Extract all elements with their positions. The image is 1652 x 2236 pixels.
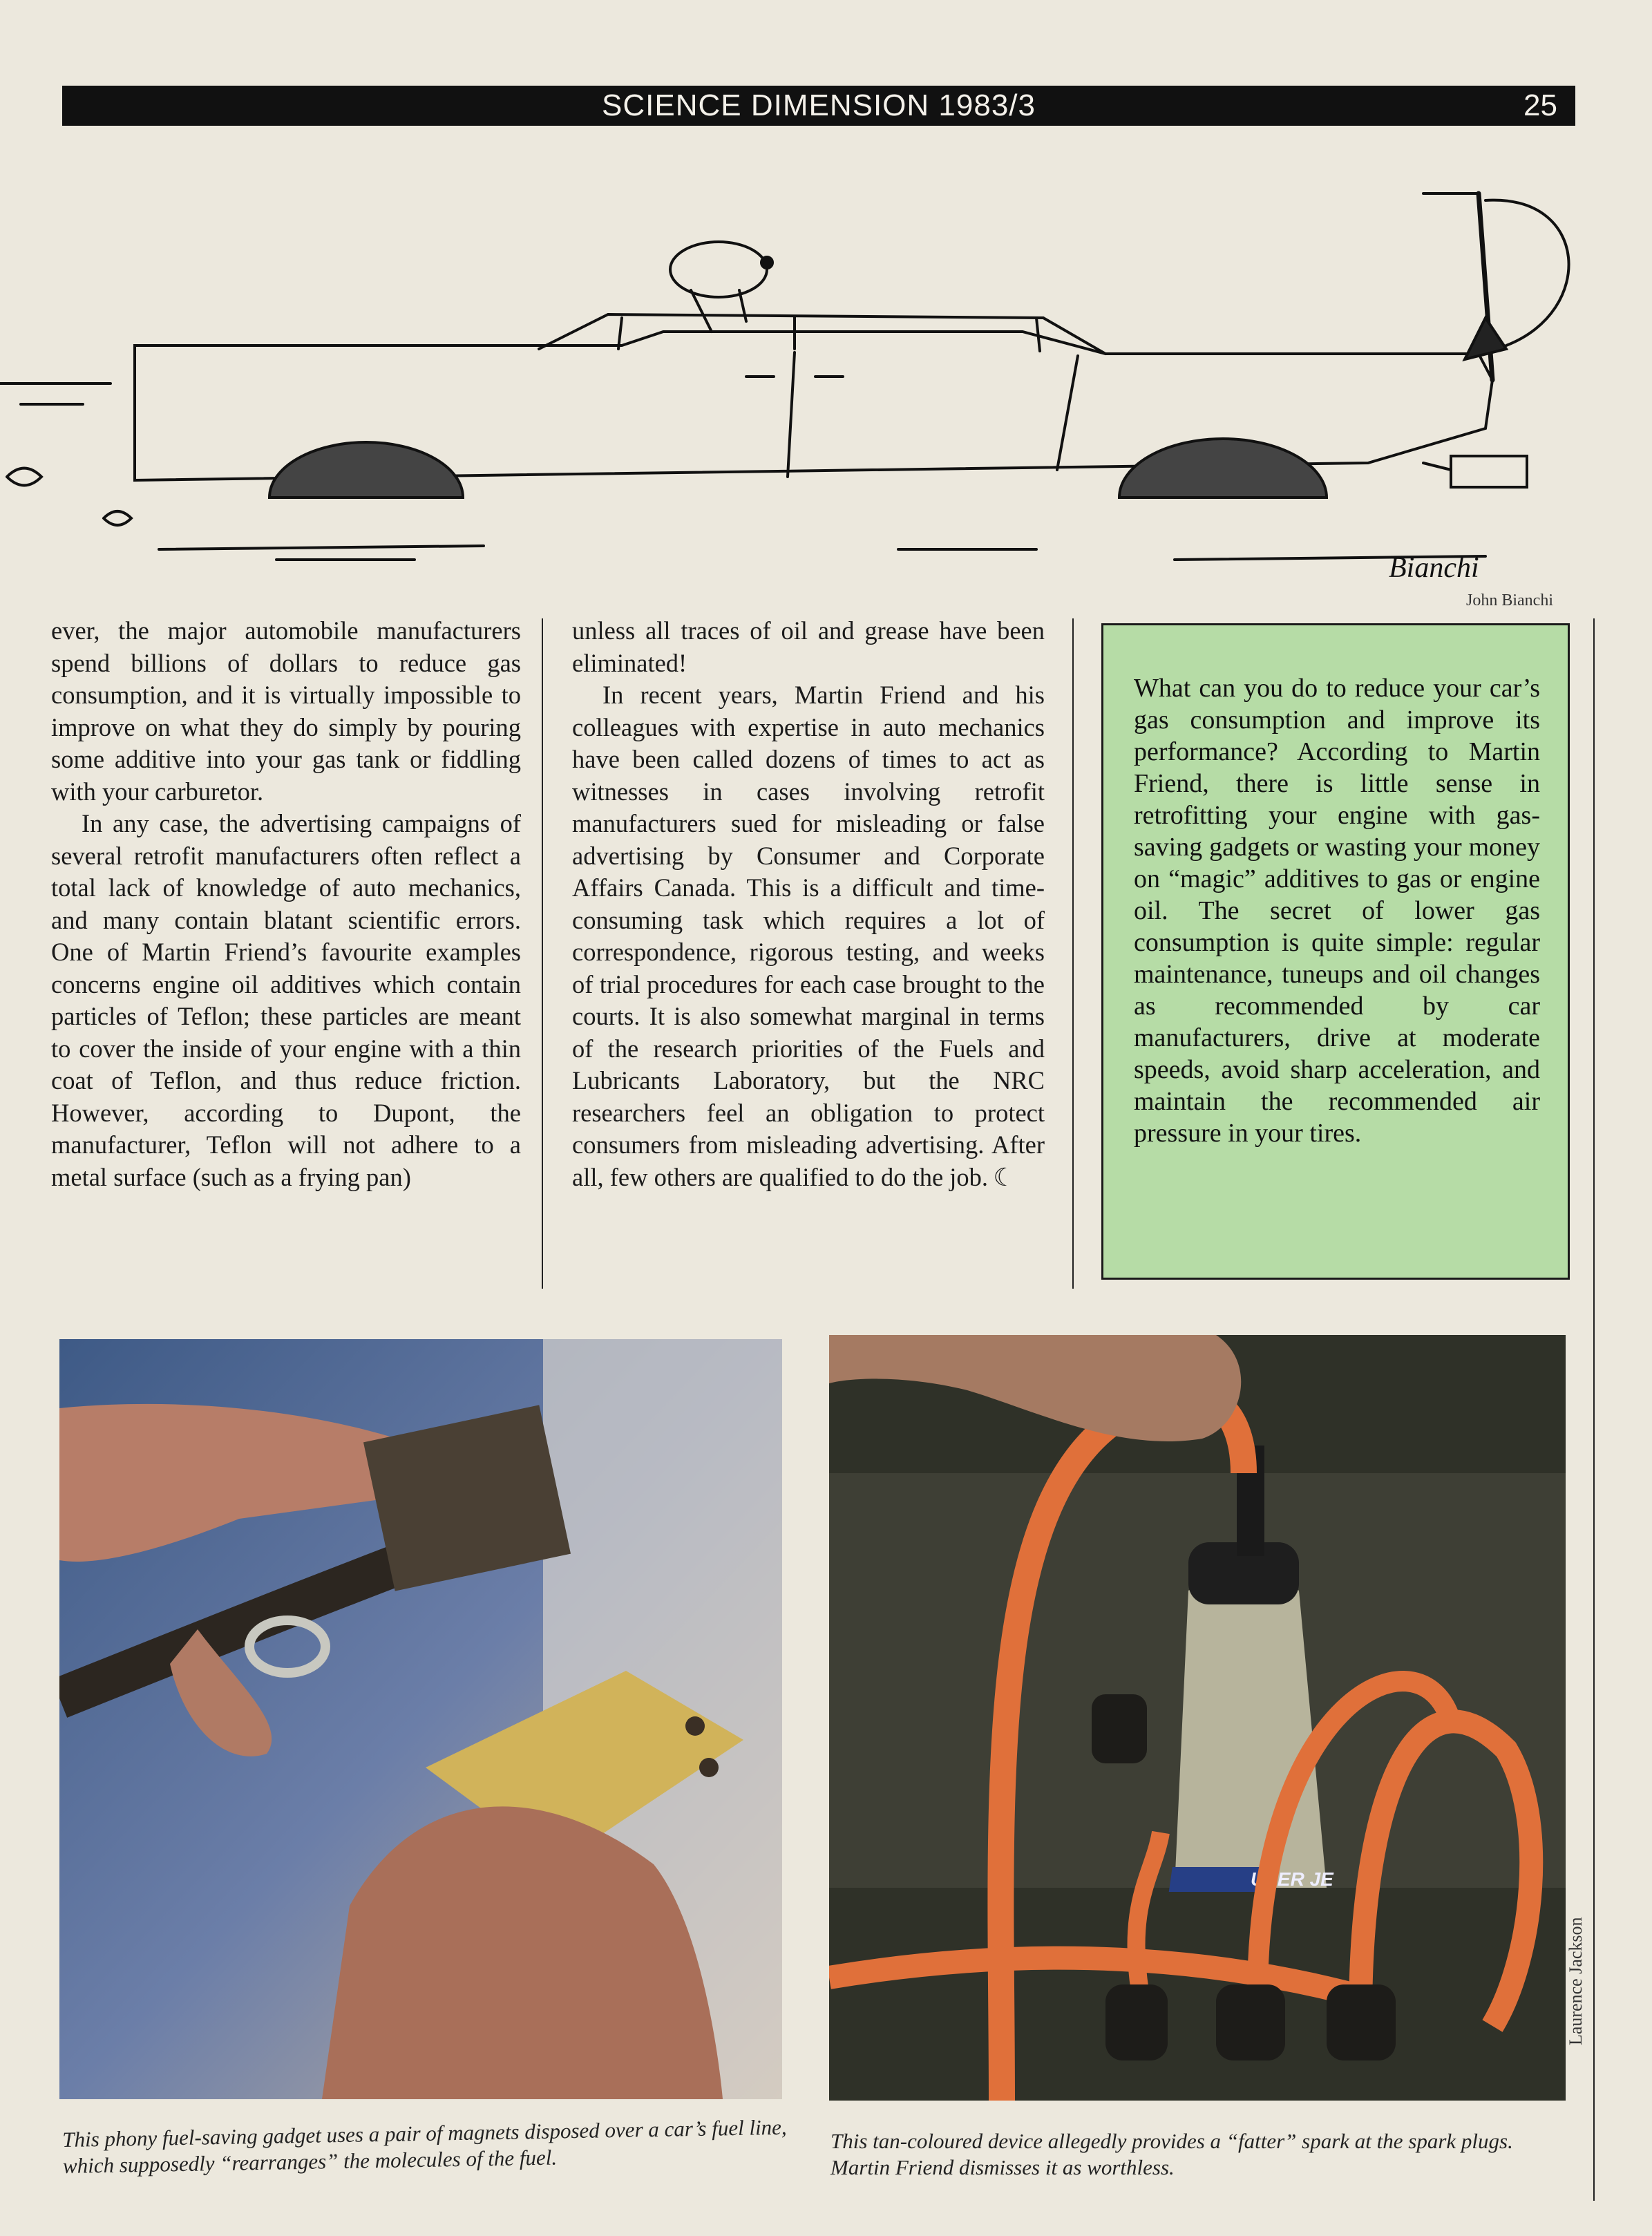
page-number: 25: [1523, 88, 1557, 122]
column-rule: [1593, 618, 1595, 2201]
end-mark-icon: ☾: [993, 1163, 1016, 1191]
photo-credit: Laurence Jackson: [1566, 1917, 1586, 2045]
car-sail-cartoon: [0, 173, 1582, 601]
magnet-gadget-photo: [59, 1339, 782, 2099]
column-rule: [542, 618, 543, 1289]
paragraph: In any case, the advertising campaigns of several retrofit manufacturers often reflect a total lack of knowledge of auto mechanics, and many contain blatant scientific errors. One of Martin Friend’s favourite examples concerns engine oil additives which contain particles of Teflon; these particles are meant to cover the inside of your engine with a thin coat of Teflon, and thus reduce friction. However, according to Dupont, the manufacturer, Teflon will not adhere to a metal surface (such as a frying pan): [51, 809, 521, 1191]
cartoonist-signature: Bianchi: [1389, 552, 1479, 584]
paragraph: ever, the major automobile manufacturers spend billions of dollars to reduce gas consumption, and it is virtually impossible to improve on what they do simply by pouring some additive into your gas tank or fiddling with your carburetor.: [51, 616, 521, 806]
paragraph: In recent years, Martin Friend and his colleagues with expertise in auto mechanics have been called dozens of times to act as witnesses in cases involving retrofit manufacturers sued for misleading or false advertising by Consumer and Corporate Affairs Canada. This is a difficult and time-consuming task which requires a lot of correspondence, rigorous testing, and weeks of trial procedures for each case brought to the courts. It is also somewhat marginal in terms of the research priorities of the Fuels and Lubricants Laboratory, but the NRC researchers feel an obligation to protect consumers from misleading advertising. After all, few others are qualified to do the job. ☾: [572, 681, 1045, 1191]
magazine-title: SCIENCE DIMENSION 1983/3: [602, 88, 1036, 122]
article-column-1: [51, 615, 521, 1193]
cartoon-credit: John Bianchi: [1466, 591, 1553, 609]
tips-sidebar: [1101, 623, 1570, 1280]
running-header: [62, 86, 1575, 126]
photo-caption-1: This phony fuel-saving gadget uses a pair of magnets disposed over a car’s fuel line, which supposedly “rearranges” the molecules of the fuel.: [62, 2114, 787, 2178]
paragraph: unless all traces of oil and grease have been eliminated!: [572, 616, 1045, 677]
device-label: UPER JE: [1251, 1868, 1333, 1890]
article-column-2: [572, 615, 1045, 1193]
sidebar-text: What can you do to reduce your car’s gas consumption and improve its performance? According to Martin Friend, there is little sense in retrofitting your engine with gas-saving gadgets or wasting your money on “magic” additives to gas or engine oil. The secret of lower gas consumption is quite simple: regular maintenance, tuneups and oil changes as recommended by car manufacturers, drive at moderate speeds, avoid sharp acceleration, and maintain the recommended air pressure in your tires.: [1134, 674, 1540, 1148]
spark-device-photo: [829, 1335, 1566, 2101]
column-rule: [1072, 618, 1074, 1289]
photo-caption-2: This tan-coloured device allegedly provides a “fatter” spark at the spark plugs. Martin Friend dismisses it as worthless.: [830, 2129, 1513, 2179]
